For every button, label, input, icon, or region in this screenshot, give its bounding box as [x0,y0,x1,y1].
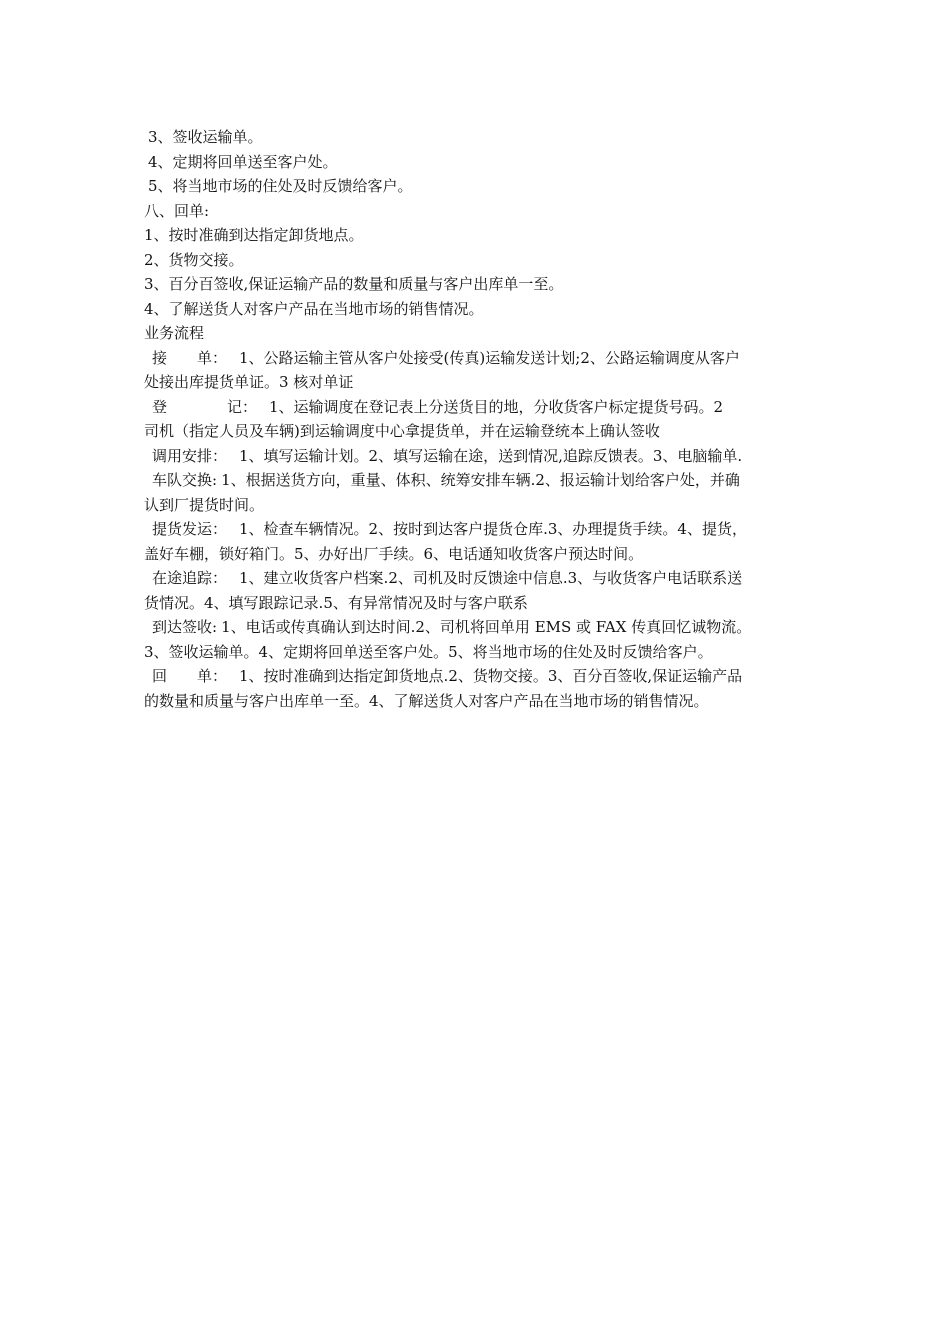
step-text: 1、运输调度在登记表上分送货目的地，分收货客户标定提货号码。2 [269,397,724,416]
process-step-2-cont: 司机（指定人员及车辆)到运输调度中心拿提货单，并在运输登统本上确认签收 [144,422,660,440]
step-term: 接 单： [152,348,228,367]
receipt-item-2: 2、货物交接。 [144,250,244,269]
top-line-3: 5、将当地市场的住处及时反馈给客户。 [148,177,413,195]
step-text: 1、建立收货客户档案.2、司机及时反馈途中信息.3、与收货客户电话联系送 [239,569,743,587]
step-text: 1、按时准确到达指定卸货地点.2、货物交接。3、百分百签收,保证运输产品 [239,667,743,685]
step-term: 到达签收: [152,618,218,636]
process-step-7-cont: 3、签收运输单。4、定期将回单送至客户处。5、将当地市场的住处及时反馈给客户。 [144,642,713,661]
step-term: 提货发运： [152,520,228,538]
step-text: 1、公路运输主管从客户处接受(传真)运输发送计划;2、公路运输调度从客户 [239,348,740,367]
process-step-4 [144,468,820,493]
process-step-1 [144,346,820,371]
top-line-1: 3、签收运输单。 [148,128,263,146]
top-line-2: 4、定期将回单送至客户处。 [148,152,338,171]
step-term: 登 记： [152,397,258,416]
step-text: 1、检查车辆情况。2、按时到达客户提货仓库.3、办理提货手续。4、提货， [239,520,747,538]
process-step-2 [144,395,820,420]
step-term: 调用安排： [152,446,228,465]
receipt-heading: 八、回单: [144,201,210,220]
step-term: 车队交换: [152,471,218,489]
receipt-item-1: 1、按时准确到达指定卸货地点。 [144,226,364,244]
process-step-3 [144,444,820,469]
step-term: 回 单： [152,667,228,685]
step-text: 1、填写运输计划。2、填写运输在途，送到情况,追踪反馈表。3、电脑输单. [239,446,743,465]
process-step-6 [144,566,820,591]
process-step-8 [144,664,820,689]
step-text: 1、根据送货方向，重量、体积、统筹安排车辆.2、报运输计划给客户处，并确 [221,471,740,489]
process-heading: 业务流程 [144,324,205,342]
process-step-6-cont: 货情况。4、填写跟踪记录.5、有异常情况及时与客户联系 [144,593,528,612]
process-step-1-cont: 处接出库提货单证。3 核对单证 [144,373,354,391]
receipt-item-4: 4、了解送货人对客户产品在当地市场的销售情况。 [144,299,484,318]
document-body [144,125,820,713]
step-term: 在途追踪： [152,569,228,587]
process-step-7 [144,615,820,640]
process-step-8-cont: 的数量和质量与客户出库单一至。4、了解送货人对客户产品在当地市场的销售情况。 [144,691,709,710]
process-step-5-cont: 盖好车棚，锁好箱门。5、办好出厂手续。6、电话通知收货客户预达时间。 [144,544,644,563]
process-step-4-cont: 认到厂提货时间。 [144,495,265,514]
step-text: 1、电话或传真确认到达时间.2、司机将回单用 EMS 或 FAX 传真回忆诚物流。 [221,618,752,636]
process-step-5 [144,517,820,542]
receipt-item-3: 3、百分百签收,保证运输产品的数量和质量与客户出库单一至。 [144,275,564,293]
